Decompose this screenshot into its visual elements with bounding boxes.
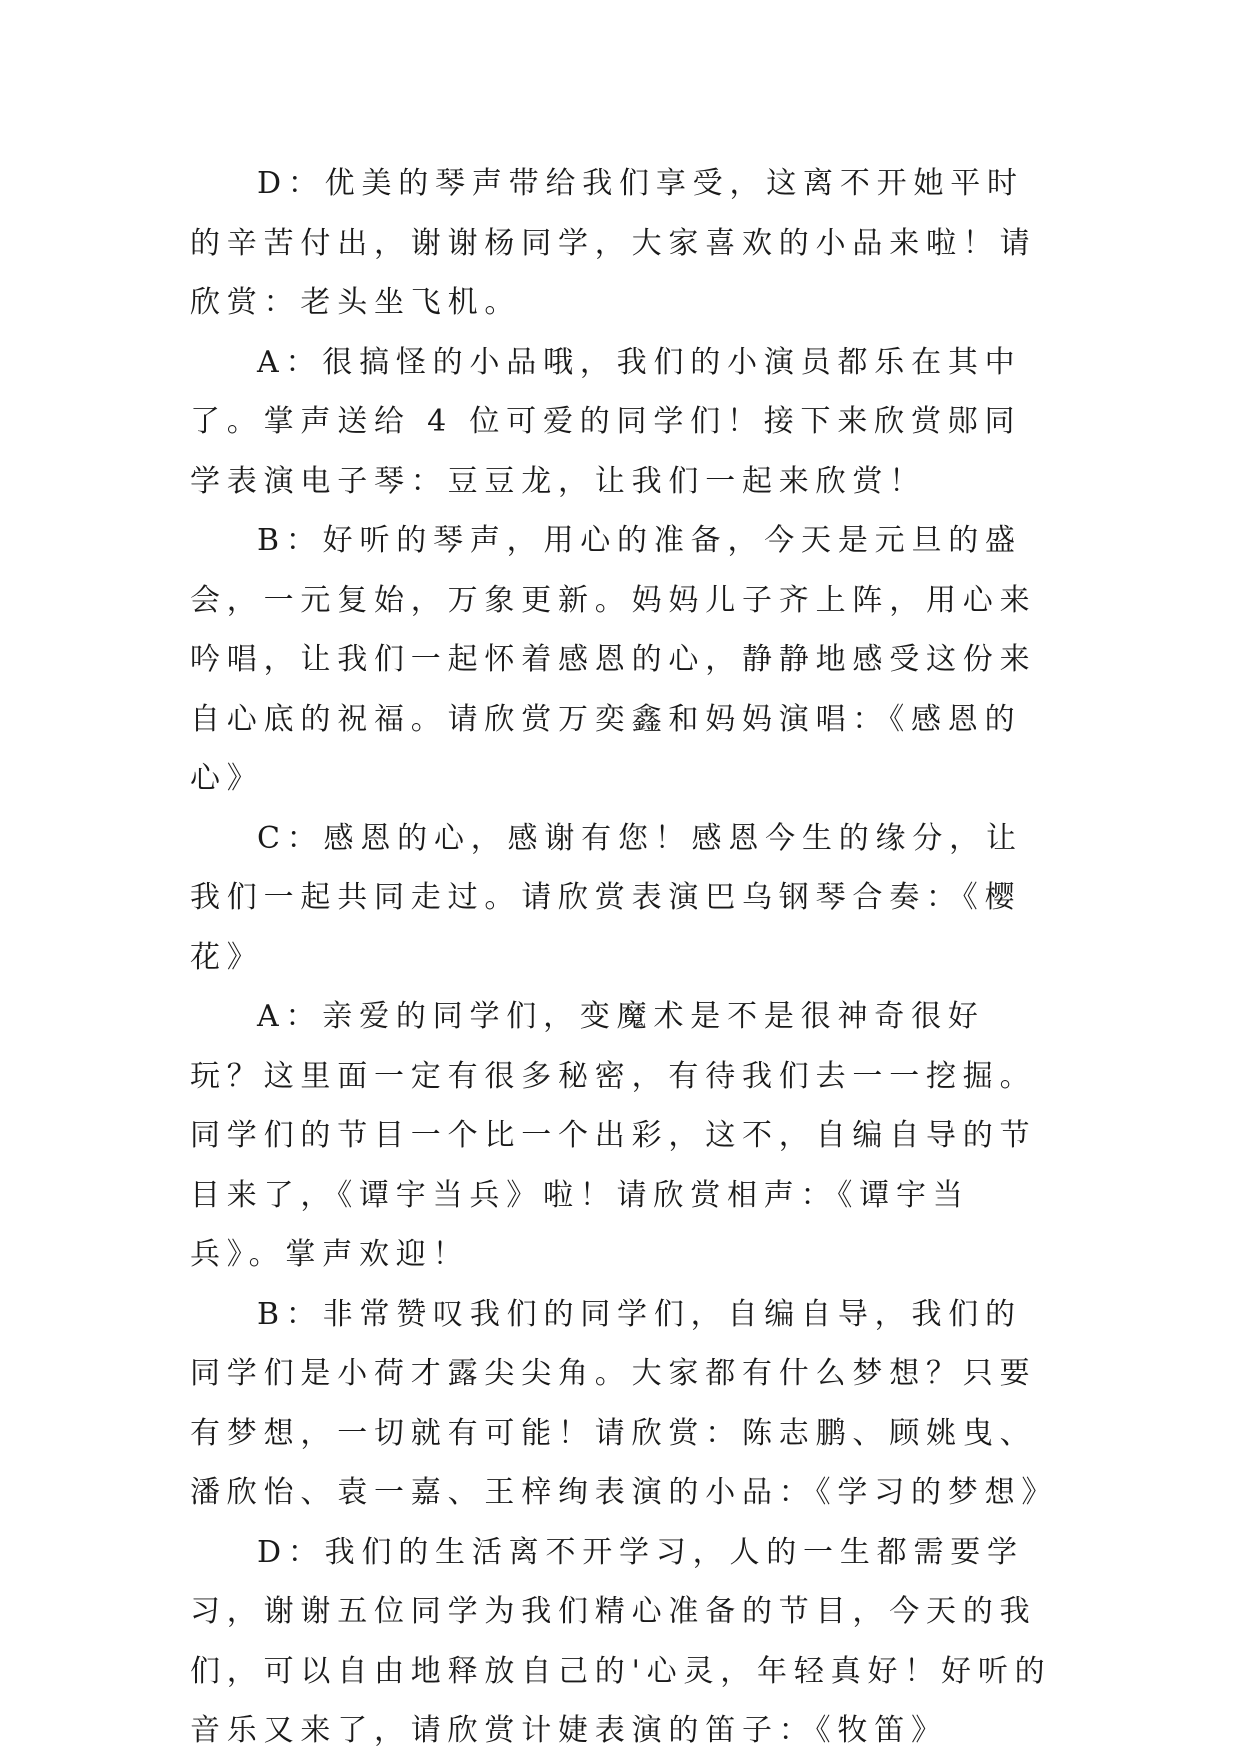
document-body — [190, 154, 1058, 1761]
paragraph-a-1: A：很搞怪的小品哦，我们的小演员都乐在其中了。掌声送给 4 位可爱的同学们！接下来欣赏郧同学表演电子琴：豆豆龙，让我们一起来欣赏！ — [190, 344, 1022, 499]
paragraph-a-2: A：亲爱的同学们，变魔术是不是很神奇很好玩？这里面一定有很多秘密，有待我们去一一挖掘。同学们的节目一个比一个出彩，这不，自编自导的节目来了，《谭宇当兵》啦！请欣赏相声：《谭宇当兵》。掌声欢迎！ — [190, 999, 1037, 1272]
paragraph-d-1: D：优美的琴声带给我们享受，这离不开她平时的辛苦付出，谢谢杨同学，大家喜欢的小品来啦！请欣赏：老头坐飞机。 — [190, 166, 1037, 320]
paragraph-b-2: B：非常赞叹我们的同学们，自编自导，我们的同学们是小荷才露尖尖角。大家都有什么梦想？只要有梦想，一切就有可能！请欣赏：陈志鹏、顾姚曳、潘欣怡、袁一嘉、王梓绚表演的小品：《学习的梦想》 — [190, 1296, 1059, 1510]
paragraph-d-2: D：我们的生活离不开学习，人的一生都需要学习，谢谢五位同学为我们精心准备的节目，今天的我们，可以自由地释放自己的'心灵，年轻真好！好听的音乐又来了，请欣赏计婕表演的笛子：《牧笛》 — [190, 1534, 1052, 1748]
paragraph-c-1: C：感恩的心，感谢有您！感恩今生的缘分，让我们一起共同走过。请欣赏表演巴乌钢琴合奏：《樱花》 — [190, 820, 1023, 975]
paragraph-b-1: B：好听的琴声，用心的准备，今天是元旦的盛会，一元复始，万象更新。妈妈儿子齐上阵，用心来吟唱，让我们一起怀着感恩的心，静静地感受这份来自心底的祝福。请欣赏万奕鑫和妈妈演唱：《感恩的心》 — [190, 523, 1037, 796]
